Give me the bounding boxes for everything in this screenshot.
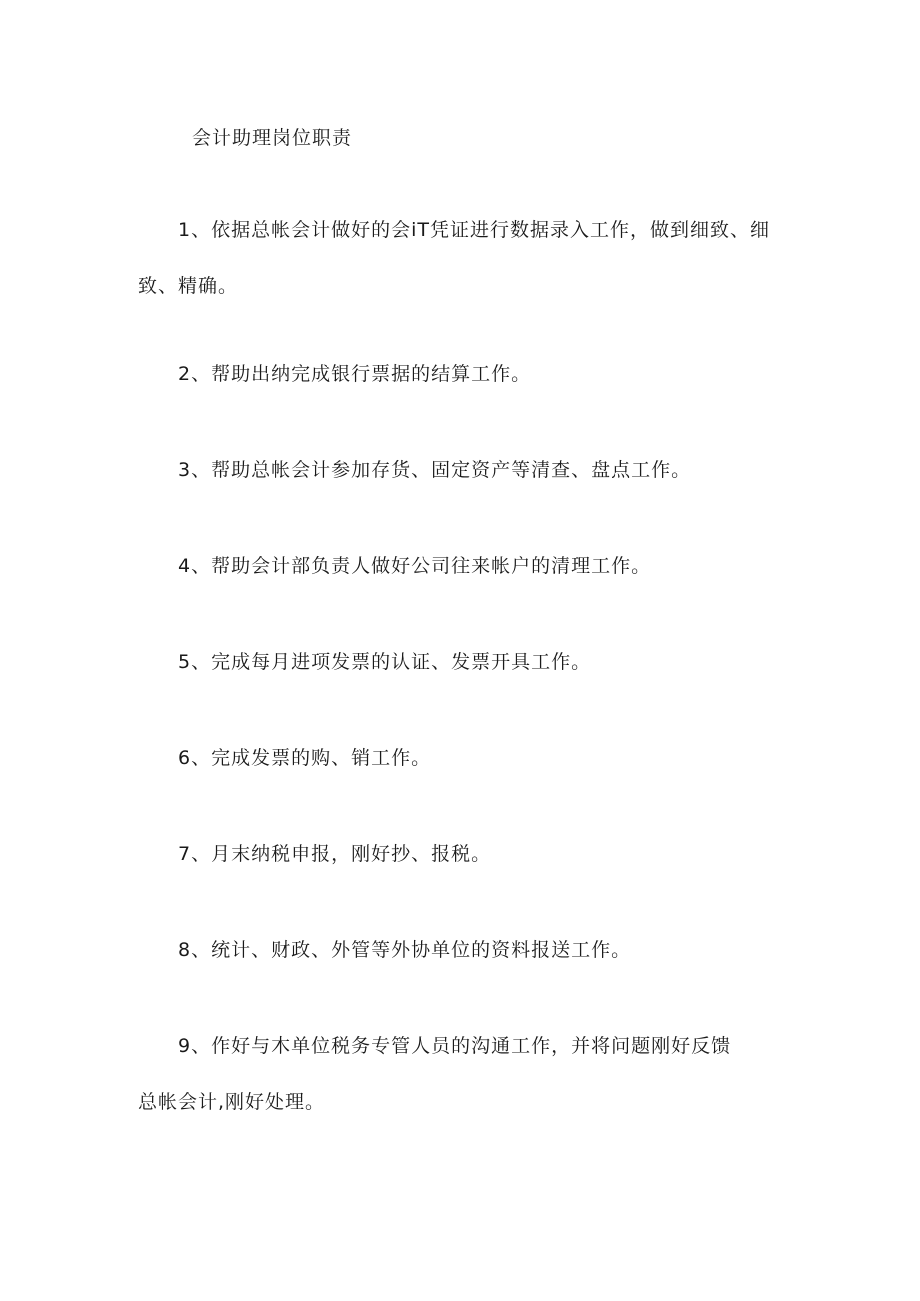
- document-title: 会计助理岗位职责: [192, 127, 353, 149]
- duty-item-9-line-2: 总帐会计,刚好处理。: [138, 1091, 326, 1113]
- duty-item-7-line-1: 7、月末纳税申报，刚好抄、报税。: [178, 843, 492, 865]
- duty-item-4-line-1: 4、帮助会计部负责人做好公司往来帐户的清理工作。: [178, 555, 652, 577]
- duty-item-1: [138, 216, 798, 300]
- duty-item-1-line-1: 1、依据总帐会计做好的会iT凭证进行数据录入工作，做到细致、细: [178, 219, 770, 241]
- duty-item-7: [138, 840, 798, 868]
- duty-item-8: [138, 936, 798, 964]
- duty-item-5-line-1: 5、完成每月进项发票的认证、发票开具工作。: [178, 651, 592, 673]
- duty-item-6-line-1: 6、完成发票的购、销工作。: [178, 747, 432, 769]
- duty-item-9: [138, 1032, 798, 1116]
- duty-item-6: [138, 744, 798, 772]
- duty-item-5: [138, 648, 798, 676]
- duty-item-4: [138, 552, 798, 580]
- duty-item-1-line-2: 致、精确。: [138, 275, 239, 297]
- duty-item-2-line-1: 2、帮助出纳完成银行票据的结算工作。: [178, 363, 532, 385]
- duty-item-2: [138, 360, 798, 388]
- duty-item-3-line-1: 3、帮助总帐会计参加存货、固定资产等清查、盘点工作。: [178, 459, 692, 481]
- duty-item-3: [138, 456, 798, 484]
- duty-item-9-line-1: 9、作好与木单位税务专管人员的沟通工作，并将问题刚好反馈: [178, 1035, 732, 1057]
- duty-item-8-line-1: 8、统计、财政、外管等外协单位的资料报送工作。: [178, 939, 632, 961]
